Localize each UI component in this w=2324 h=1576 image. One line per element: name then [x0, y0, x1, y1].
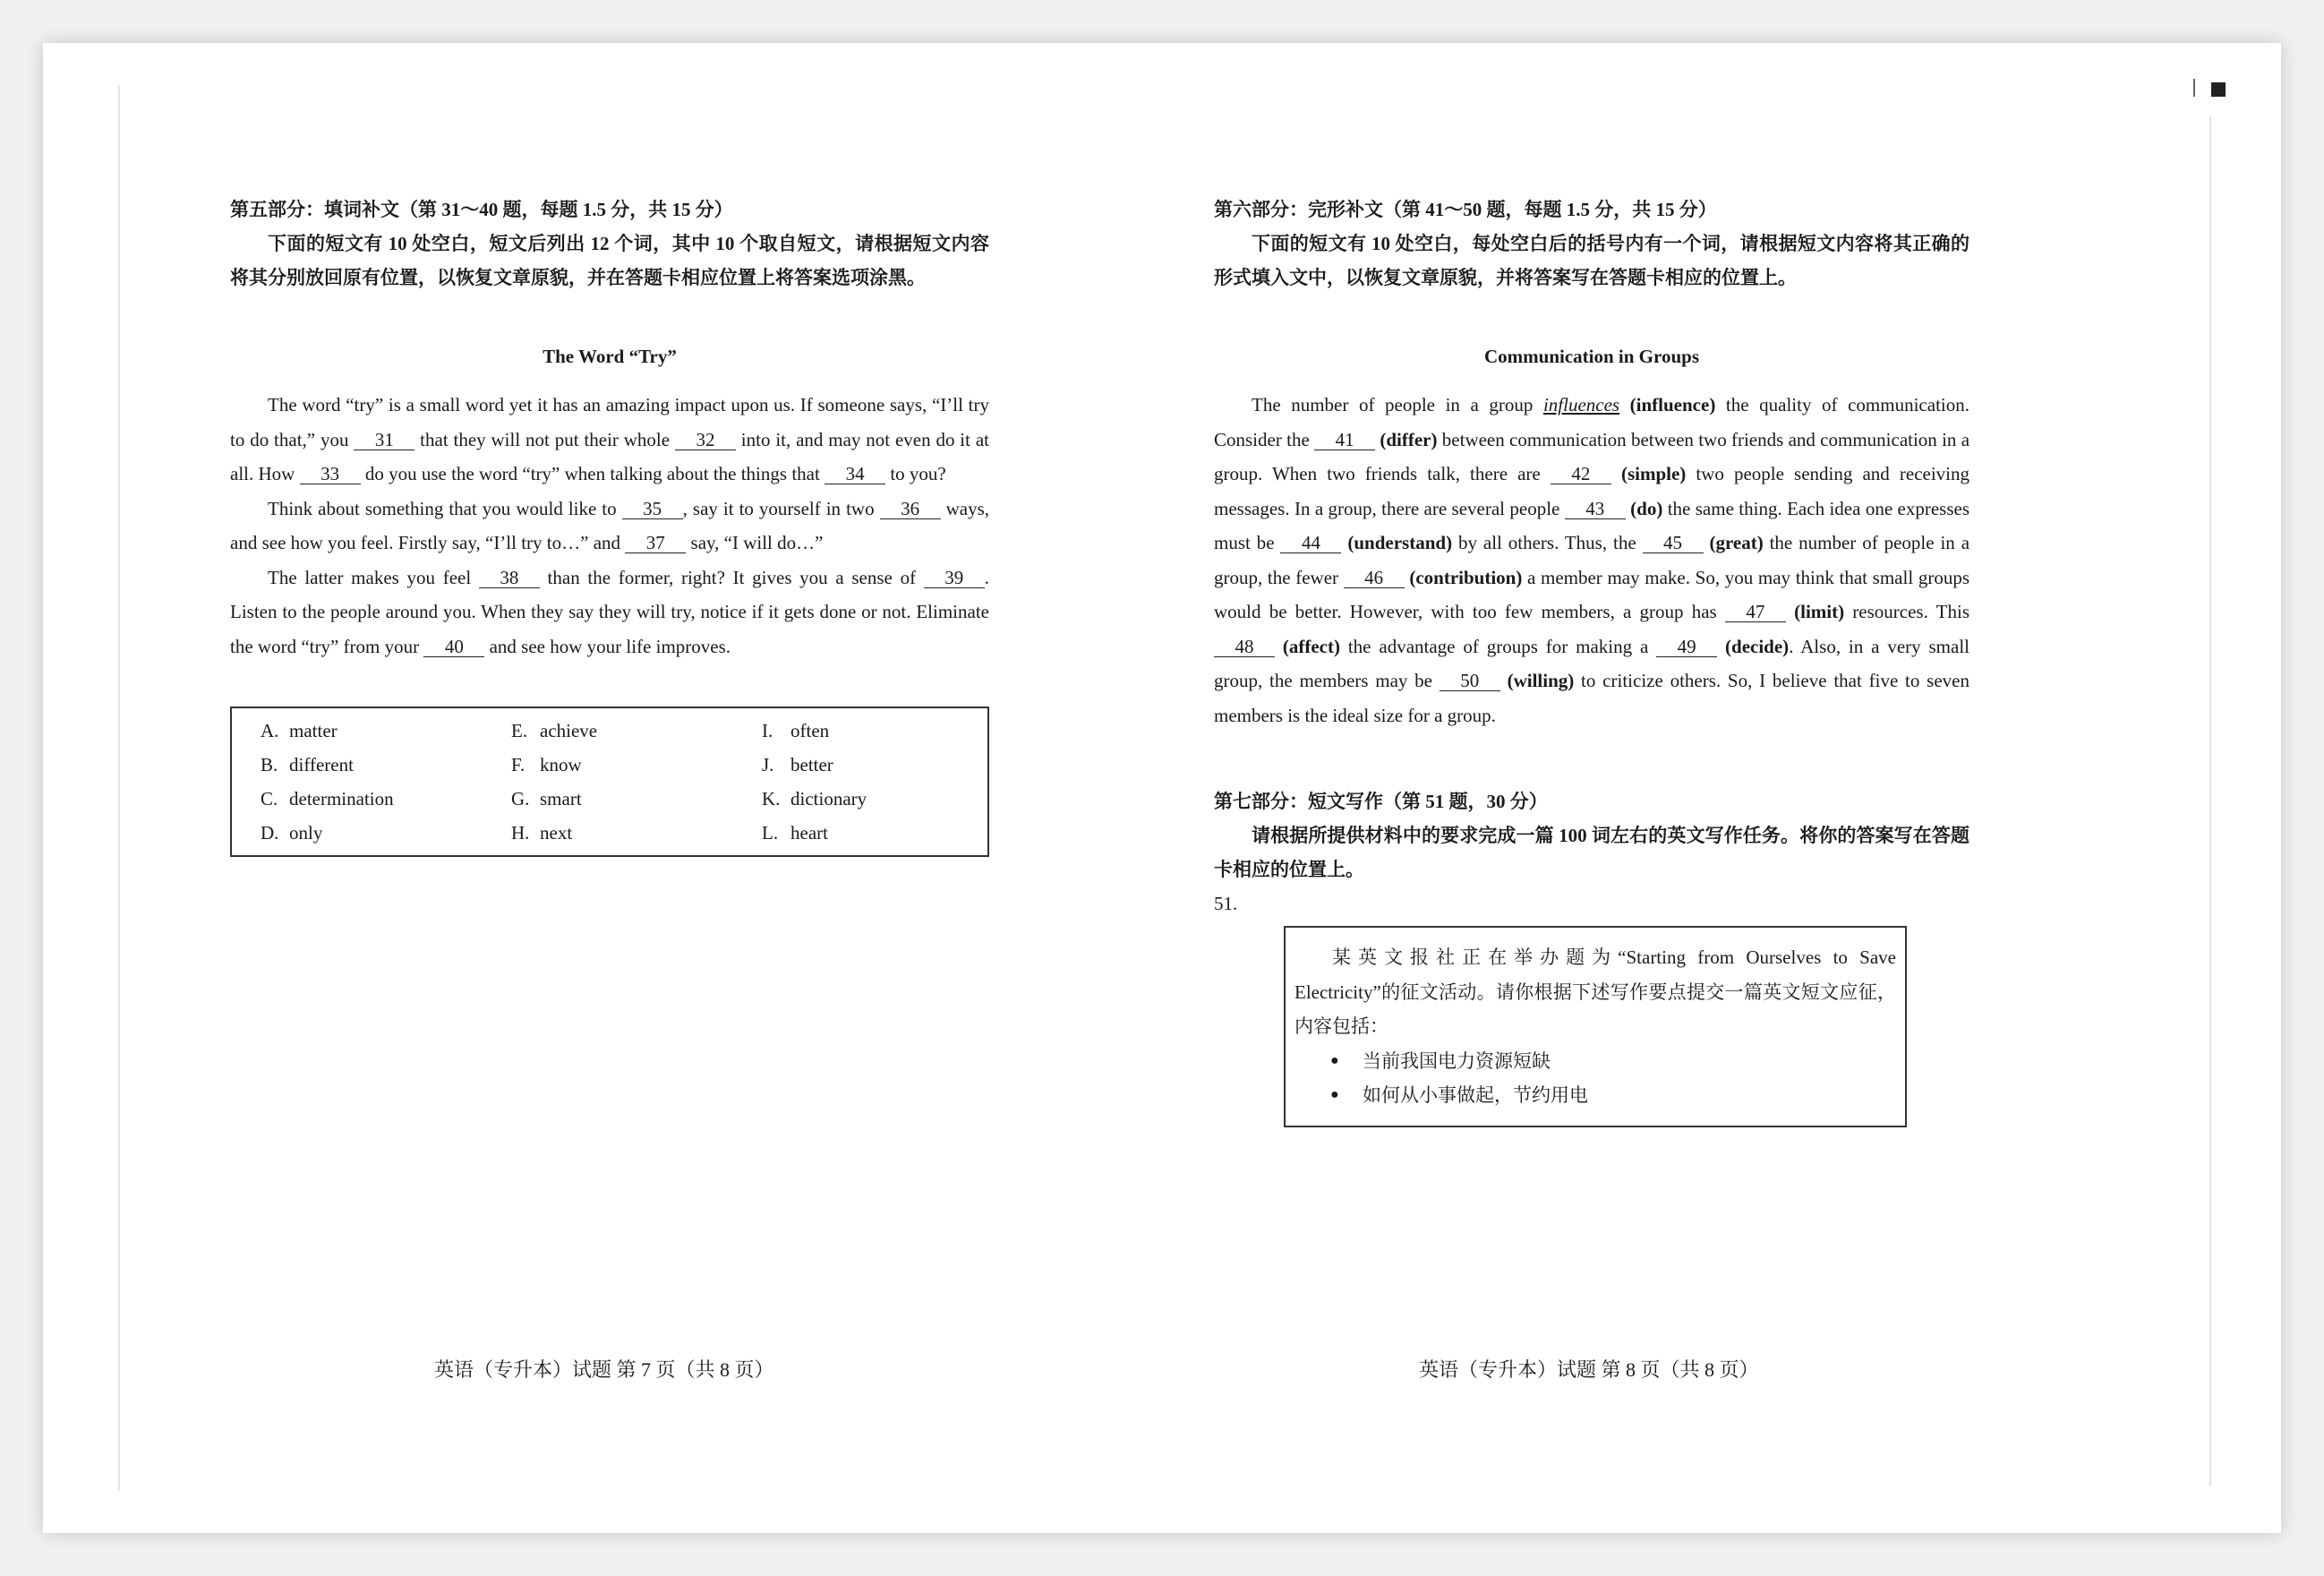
option-l: L. heart [762, 822, 828, 844]
option-e: E. achieve [511, 720, 598, 741]
option-d: D. only [261, 822, 323, 844]
article-title-try: The Word “Try” [543, 346, 677, 367]
blank-47: 47 [1725, 602, 1786, 622]
option-f: F. know [511, 754, 582, 775]
option-j: J. better [762, 754, 833, 775]
task-point: ● 当前我国电力资源短缺 [1330, 1044, 1896, 1079]
blank-40: 40 [423, 637, 484, 657]
writing-task-box [1284, 926, 1907, 1127]
blank-38: 38 [479, 568, 540, 588]
word-options-box [230, 707, 989, 857]
task-point: ● 如何从小事做起，节约用电 [1330, 1078, 1896, 1113]
blank-34: 34 [825, 464, 885, 484]
blank-37: 37 [625, 533, 686, 553]
blank-50: 50 [1440, 671, 1500, 691]
section-7-title: 第七部分：短文写作（第 51 题，30 分） [1214, 791, 1548, 812]
option-i: I. often [762, 720, 830, 741]
paragraph-1: The word “try” is a small word yet it has an amazing impact upon us. If someone says, “I’ll try to do that,” you 31 that they will not put their whole 32 into it, and may not even do it at all. How 33 do you use the word “try” when talking about the things that 34 to you? [230, 394, 989, 484]
blank-35: 35 [622, 499, 683, 519]
blank-48: 48 [1214, 637, 1275, 657]
option-b: B. different [261, 754, 354, 775]
page-7-column [230, 193, 989, 857]
article-title-communication: Communication in Groups [1484, 346, 1699, 367]
option-k: K. dictionary [762, 788, 867, 809]
section-6-instruction: 下面的短文有 10 处空白，每处空白后的括号内有一个词，请根据短文内容将其正确的形式填入文中，以恢复文章原貌，并将答案写在答题卡相应的位置上。 [1214, 233, 1969, 288]
page-8-column [1214, 193, 1969, 1127]
cloze-paragraph: The number of people in a group influences (influence) the quality of communication. Consider the 41 (differ) between communication between two friends and communication in a group. When two friends talk, there are 42 (simple) two people sending and receiving messages. In a group, there are several people 43 (do) the same thing. Each idea one expresses must be 44 (understand) by all others. Thus, the 45 (great) the number of people in a group, the fewer 46 (contribution) a member may make. So, you may think that small groups would be better. However, with too few members, a group has 47 (limit) resources. This 48 (affect) the advantage of groups for making a 49 (decide). Also, in a very small group, the members may be 50 (willing) to criticize others. So, I believe that five to seven members is the ideal size for a group. [1214, 394, 1970, 726]
blank-39: 39 [924, 568, 985, 588]
writing-task-points [1294, 1044, 1896, 1113]
page-7-footer: 英语（专升本）试题 第 7 页（共 8 页） [434, 1358, 774, 1381]
option-g: G. smart [511, 788, 582, 809]
paragraph-2: Think about something that you would like to 35 , say it to yourself in two 36 ways, and see how you feel. Firstly say, “I’ll try to…” and 37 say, “I will do…” [230, 497, 989, 553]
blank-44: 44 [1280, 533, 1341, 553]
paragraph-3: The latter makes you feel 38 than the former, right? It gives you a sense of 39 . Listen to the people around you. When they say they will try, notice if it gets done or not. Eliminate the word “try” from your 40 and see how your life improves. [230, 566, 989, 657]
blank-41: 41 [1314, 430, 1375, 450]
section-6-title: 第六部分：完形补文（第 41～50 题，每题 1.5 分，共 15 分） [1214, 199, 1717, 220]
blank-33: 33 [300, 464, 361, 484]
registration-mark [2211, 82, 2226, 97]
blank-43: 43 [1565, 499, 1626, 519]
section-5-title: 第五部分：填词补文（第 31～40 题，每题 1.5 分，共 15 分） [230, 199, 733, 220]
blank-36: 36 [880, 499, 941, 519]
blank-46: 46 [1344, 568, 1405, 588]
question-number: 51. [1214, 893, 1238, 914]
option-h: H. next [511, 822, 573, 844]
blank-31: 31 [354, 430, 414, 450]
scan-edge-right [2209, 116, 2211, 1486]
blank-45: 45 [1643, 533, 1704, 553]
registration-tick [2193, 79, 2195, 97]
blank-49: 49 [1656, 637, 1717, 657]
blank-42: 42 [1551, 464, 1611, 484]
section-7-instruction: 请根据所提供材料中的要求完成一篇 100 词左右的英文写作任务。将你的答案写在答题卡相应的位置上。 [1214, 825, 1969, 880]
section-7 [1214, 784, 1969, 1127]
option-c: C. determination [261, 788, 394, 809]
sample-answer: influences [1542, 394, 1620, 415]
blank-32: 32 [675, 430, 736, 450]
scan-edge-left [118, 85, 120, 1491]
page-8-footer: 英语（专升本）试题 第 8 页（共 8 页） [1419, 1358, 1759, 1381]
option-a: A. matter [261, 720, 337, 741]
section-5-instruction: 下面的短文有 10 处空白，短文后列出 12 个词，其中 10 个取自短文，请根据短文内容将其分别放回原有位置，以恢复文章原貌，并在答题卡相应位置上将答案选项涂黑。 [230, 233, 989, 288]
writing-task-text: 某英文报社正在举办题为“Starting from Ourselves to Save Electricity”的征文活动。请你根据下述写作要点提交一篇英文短文应征，内容包括： [1294, 946, 1896, 1037]
